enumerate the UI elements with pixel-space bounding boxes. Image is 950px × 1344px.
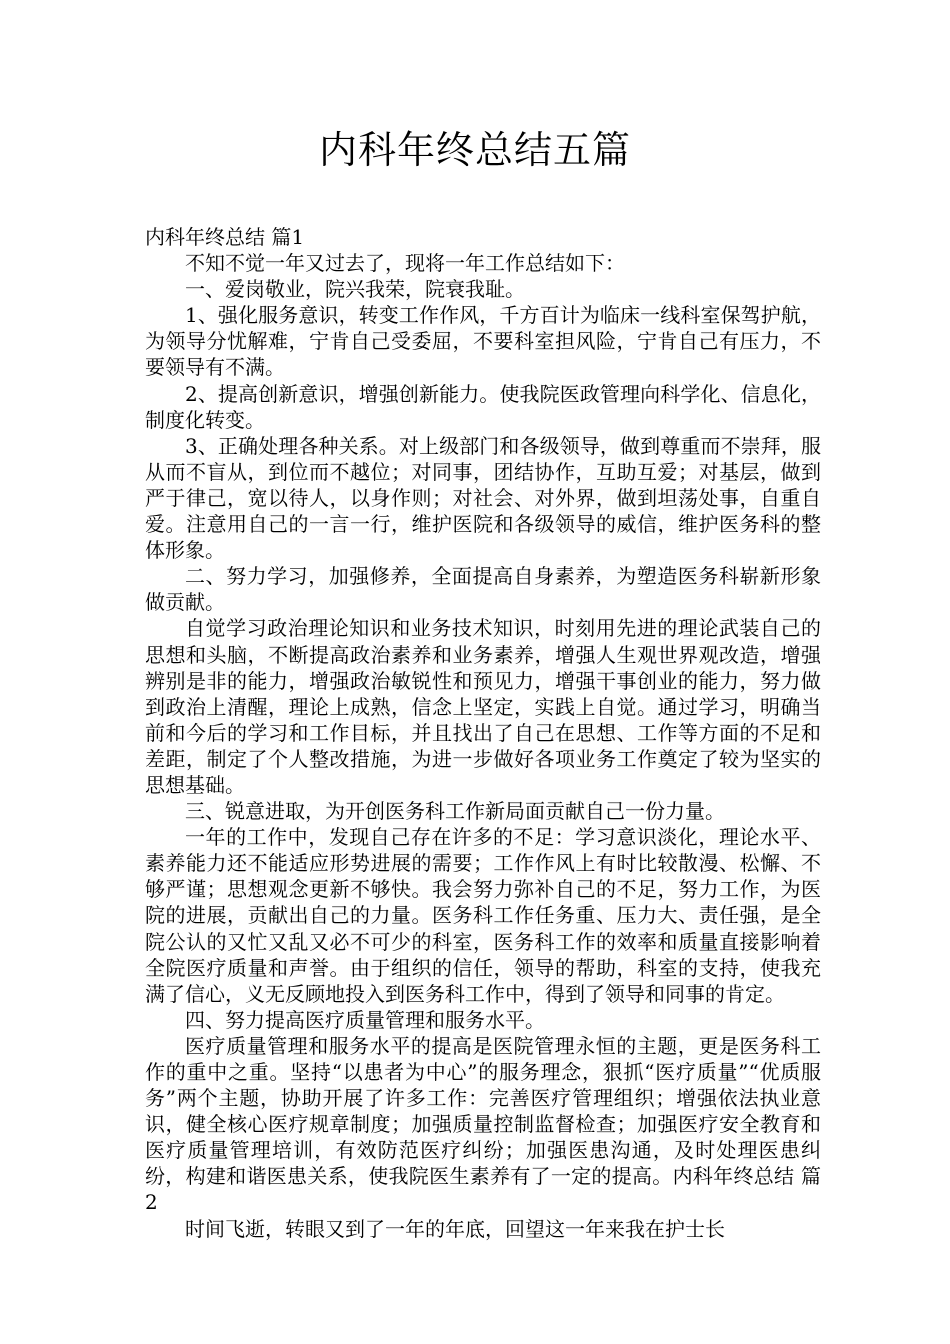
- paragraph: 三、锐意进取，为开创医务科工作新局面贡献自己一份力量。: [185, 799, 725, 824]
- paragraph: 3、正确处理各种关系。对上级部门和各级领导，做到尊重而不崇拜，服从而不盲从，到位而不越位；对同事，团结协作，互助互爱；对基层，做到严于律己，宽以待人，以身作则；对社会、对外界，做到坦荡处事，自重自爱。注意用自己的一言一行，维护医院和各级领导的威信，维护医务科的整体形象。: [145, 433, 821, 563]
- document-body: [145, 224, 821, 1242]
- paragraph: 医疗质量管理和服务水平的提高是医院管理永恒的主题，更是医务科工作的重中之重。坚持“以患者为中心”的服务理念，狠抓“医疗质量”“优质服务”两个主题，协助开展了许多工作：完善医疗管理组织；增强依法执业意识，健全核心医疗规章制度；加强质量控制监督检查；加强医疗安全教育和医疗质量管理培训，有效防范医疗纠纷；加强医患沟通，及时处理医患纠纷，构建和谐医患关系，使我院医生素养有了一定的提高。内科年终总结 篇2: [145, 1033, 821, 1215]
- paragraph: 不知不觉一年又过去了，现将一年工作总结如下：: [185, 251, 625, 276]
- document-title: 内科年终总结五篇: [318, 128, 631, 172]
- paragraph: 四、努力提高医疗质量管理和服务水平。: [185, 1007, 545, 1032]
- paragraph: 1、强化服务意识，转变工作作风，千方百计为临床一线科室保驾护航，为领导分忧解难，宁肯自己受委屈，不要科室担风险，宁肯自己有压力，不要领导有不满。: [145, 303, 821, 380]
- paragraph: 二、努力学习，加强修养，全面提高自身素养，为塑造医务科崭新形象做贡献。: [145, 564, 821, 615]
- paragraph: 2、提高创新意识，增强创新能力。使我院医政管理向科学化、信息化，制度化转变。: [145, 381, 821, 432]
- paragraph: 内科年终总结 篇1: [145, 225, 305, 249]
- paragraph: 时间飞逝，转眼又到了一年的年底，回望这一年来我在护士长: [185, 1216, 725, 1241]
- paragraph: 自觉学习政治理论知识和业务技术知识，时刻用先进的理论武装自己的思想和头脑，不断提高政治素养和业务素养，增强人生观世界观改造，增强辨别是非的能力，增强政治敏锐性和预见力，增强干事创业的能力，努力做到政治上清醒，理论上成熟，信念上坚定，实践上自觉。通过学习，明确当前和今后的学习和工作目标，并且找出了自己在思想、工作等方面的不足和差距，制定了个人整改措施，为进一步做好各项业务工作奠定了较为坚实的思想基础。: [145, 616, 821, 797]
- paragraph: 一年的工作中，发现自己存在许多的不足：学习意识淡化，理论水平、素养能力还不能适应形势进展的需要；工作作风上有时比较散漫、松懈、不够严谨；思想观念更新不够快。我会努力弥补自己的不足，努力工作，为医院的进展，贡献出自己的力量。医务科工作任务重、压力大、责任强，是全院公认的又忙又乱又必不可少的科室，医务科工作的效率和质量直接影响着全院医疗质量和声誉。由于组织的信任，领导的帮助，科室的支持，使我充满了信心，义无反顾地投入到医务科工作中，得到了领导和同事的肯定。: [145, 825, 821, 1006]
- paragraph: 一、爱岗敬业，院兴我荣，院衰我耻。: [185, 277, 525, 302]
